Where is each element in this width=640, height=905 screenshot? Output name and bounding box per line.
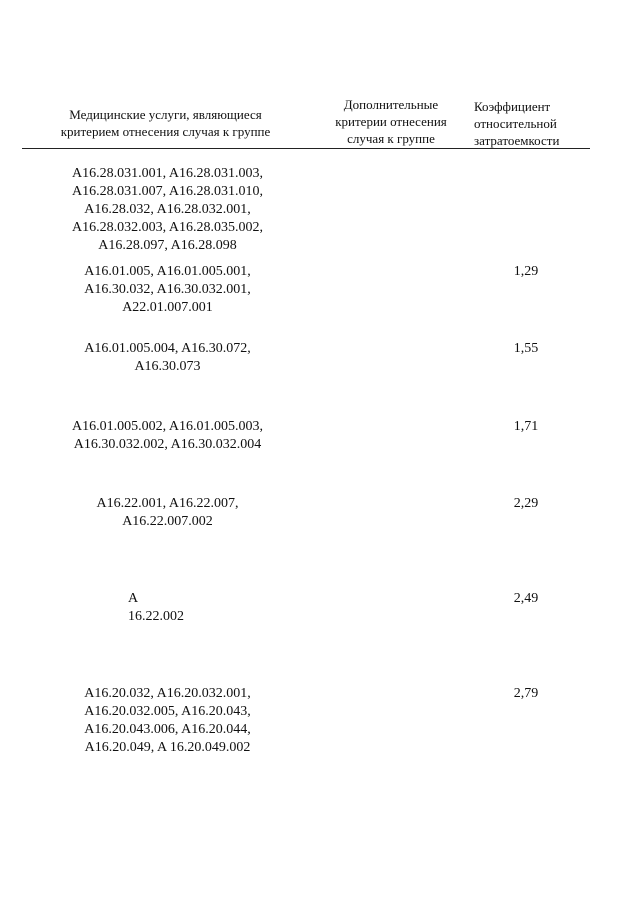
service-line: A22.01.007.001 (122, 300, 213, 315)
header-criteria-line: Дополнительные (343, 97, 439, 112)
service-line: A16.20.032, A16.20.032.001, (84, 686, 251, 701)
service-line: A16.20.043.006, A16.20.044, (84, 722, 251, 737)
service-line: A16.30.032, A16.30.032.001, (84, 282, 251, 297)
header-coefficient-line: Коэффициент (474, 99, 551, 114)
service-line: A16.01.005, A16.01.005.001, (84, 264, 251, 279)
header-divider (22, 148, 590, 149)
header-criteria-line: критерии отнесения (335, 114, 447, 129)
header-services (28, 106, 303, 140)
row-coefficient: 2,29 (513, 496, 539, 511)
service-line: A16.30.073 (134, 359, 201, 374)
service-line: A16.28.032.003, A16.28.035.002, (72, 220, 263, 235)
row-services (40, 263, 295, 317)
service-line: A16.28.097, A16.28.098 (98, 238, 237, 253)
row-services (40, 418, 295, 454)
header-coefficient-line: относительной (474, 116, 557, 131)
row-coefficient: 2,79 (513, 686, 539, 701)
header-coefficient (474, 98, 590, 149)
service-line: A16.28.032, A16.28.032.001, (84, 202, 251, 217)
header-additional-criteria (318, 96, 464, 147)
row-services (40, 495, 295, 531)
header-services-line: Медицинские услуги, являющиеся (69, 107, 262, 122)
header-services-line: критерием отнесения случая к группе (60, 124, 271, 139)
service-line: A16.01.005.004, A16.30.072, (84, 341, 251, 356)
service-line: A16.28.031.007, A16.28.031.010, (72, 184, 263, 199)
header-criteria-line: случая к группе (347, 131, 435, 146)
row-coefficient: 1,71 (513, 419, 539, 434)
row-coefficient: 1,29 (513, 264, 539, 279)
service-line: A16.20.049, A 16.20.049.002 (84, 740, 251, 755)
service-line: 16.22.002 (128, 609, 184, 624)
service-line: A16.01.005.002, A16.01.005.003, (72, 419, 263, 434)
service-line: A16.30.032.002, A16.30.032.004 (73, 437, 262, 452)
row-services (128, 590, 184, 626)
header-coefficient-line: затратоемкости (474, 133, 560, 148)
row-coefficient: 1,55 (513, 341, 539, 356)
service-line: A16.20.032.005, A16.20.043, (84, 704, 251, 719)
service-line: A (128, 591, 139, 606)
row-services (40, 340, 295, 376)
service-line: A16.28.031.001, A16.28.031.003, (72, 166, 263, 181)
service-line: A16.22.001, A16.22.007, (96, 496, 239, 511)
row-coefficient: 2,49 (513, 591, 539, 606)
service-line: A16.22.007.002 (122, 514, 213, 529)
row-services (40, 165, 295, 255)
row-services (40, 685, 295, 757)
